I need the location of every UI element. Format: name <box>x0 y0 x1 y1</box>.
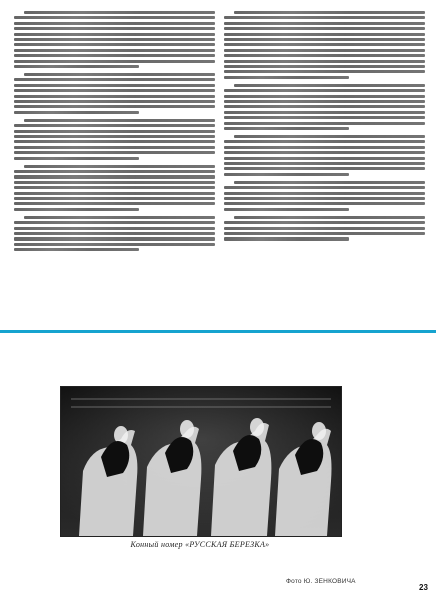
article-paragraph <box>224 181 425 211</box>
page-number: 23 <box>419 583 428 592</box>
article-paragraph <box>224 216 425 241</box>
article-paragraph <box>224 135 425 176</box>
article-photo <box>60 386 342 537</box>
article-paragraph <box>14 11 215 68</box>
article-paragraph <box>14 73 215 114</box>
article-paragraph <box>224 84 425 130</box>
photo-caption: Конный номер «РУССКАЯ БЕРЕЗКА» <box>130 540 270 549</box>
article-paragraph <box>14 165 215 211</box>
photo-credit: Фото Ю. ЗЕНКОВИЧА <box>286 578 356 585</box>
article-paragraph <box>14 119 215 160</box>
article-paragraph <box>224 11 425 79</box>
article-column-right <box>224 11 425 246</box>
article-paragraph <box>14 216 215 251</box>
article-column-left <box>14 11 215 256</box>
horse-riders-illustration <box>61 387 341 536</box>
headline-rule <box>0 330 436 333</box>
headline-band <box>0 292 436 374</box>
